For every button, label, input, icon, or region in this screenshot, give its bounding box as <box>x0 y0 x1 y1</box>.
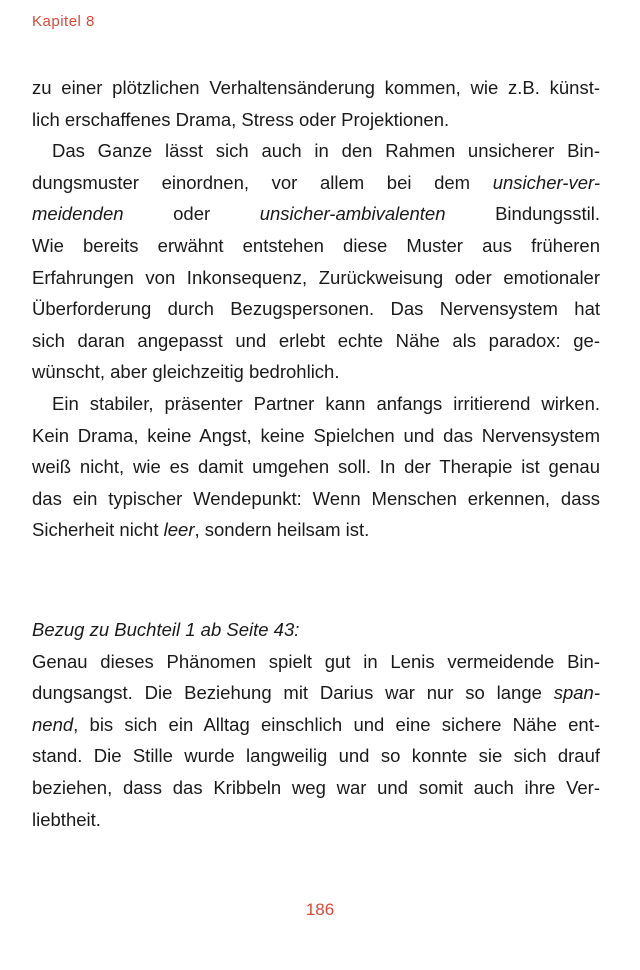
paragraph-2-line-2 <box>32 167 600 199</box>
paragraph-3-line-4: das ein typischer Wendepunkt: Wenn Menschen erkennen, dass <box>32 487 600 509</box>
reference-section <box>32 614 600 835</box>
text-run: Sicherheit nicht <box>32 519 164 541</box>
paragraph-2-line-3 <box>32 198 600 230</box>
reference-line-1: Genau dieses Phänomen spielt gut in Lenis vermeidende Bin- <box>32 650 600 672</box>
italic-term: leer <box>163 519 195 541</box>
chapter-header: Kapitel 8 <box>32 13 95 30</box>
paragraph-2-line-8: wünscht, aber gleichzeitig bedrohlich. <box>32 361 340 383</box>
text-run: , bis sich ein Alltag einschlich und eine sichere Nähe ent- <box>73 713 600 735</box>
italic-term: meidenden <box>32 203 124 225</box>
italic-term: span- <box>553 682 600 704</box>
text-run: dungsmuster einordnen, vor allem bei dem <box>32 171 493 193</box>
reference-heading: Bezug zu Buchteil 1 ab Seite 43: <box>32 619 300 640</box>
italic-term: nend <box>32 713 74 735</box>
text-run: , sondern heilsam ist. <box>194 519 370 541</box>
paragraph-3-line-2: Kein Drama, keine Angst, keine Spielchen und das Nervensystem <box>32 424 600 446</box>
italic-term: unsicher-ambivalenten <box>259 203 446 225</box>
paragraph-1-line-2: lich erschaffenes Drama, Stress oder Projektionen. <box>32 108 450 130</box>
paragraph-3-line-1: Ein stabiler, präsenter Partner kann anfangs irritierend wirken. <box>52 392 600 414</box>
paragraph-3-line-3: weiß nicht, wie es damit umgehen soll. In der Therapie ist genau <box>32 456 600 478</box>
paragraph-1-line-1: zu einer plötzlichen Verhaltensänderung kommen, wie z.B. künst- <box>32 77 600 98</box>
paragraph-2-line-6: Überforderung durch Bezugspersonen. Das Nervensystem hat <box>32 298 600 320</box>
paragraph-2-line-4: Wie bereits erwähnt entstehen diese Muster aus früheren <box>32 234 600 256</box>
italic-term: unsicher-ver- <box>492 171 600 193</box>
text-run: oder <box>123 203 260 225</box>
paragraph-2-line-1: Das Ganze lässt sich auch in den Rahmen unsicherer Bin- <box>52 140 600 162</box>
paragraph-3-line-5 <box>32 514 600 546</box>
text-run: Bindungsstil. <box>445 203 600 225</box>
reference-line-4: stand. Die Stille wurde langweilig und so konnte sie sich drauf <box>32 745 600 767</box>
reference-line-6: liebtheit. <box>32 808 101 830</box>
reference-line-2 <box>32 677 600 709</box>
paragraph-2-line-5: Erfahrungen von Inkonsequenz, Zurückweisung oder emotionaler <box>32 266 600 288</box>
paragraph-2-line-7: sich daran angepasst und erlebt echte Nähe als paradox: ge- <box>32 329 600 351</box>
reference-line-3 <box>32 709 600 741</box>
page-number: 186 <box>305 900 335 919</box>
main-text <box>32 72 600 546</box>
reference-line-5: beziehen, dass das Kribbeln weg war und somit auch ihre Ver- <box>32 776 600 798</box>
text-run: dungsangst. Die Beziehung mit Darius war nur so lange <box>32 682 554 704</box>
